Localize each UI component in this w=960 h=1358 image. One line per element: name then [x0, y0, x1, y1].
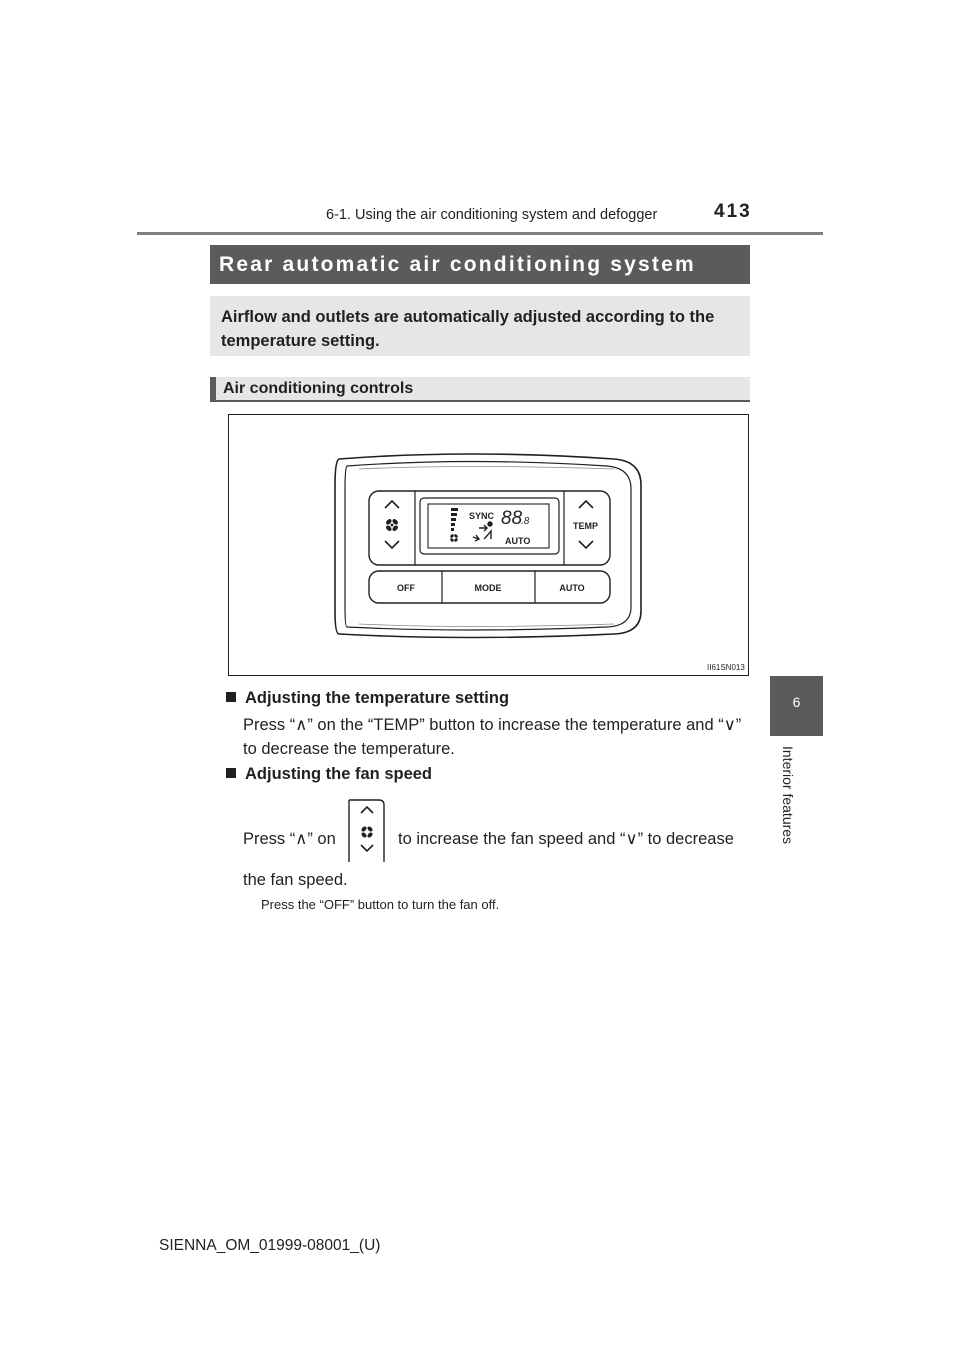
display-sync-label: SYNC [469, 511, 495, 521]
page-number: 413 [714, 201, 752, 222]
fan-speed-heading: Adjusting the fan speed [226, 765, 432, 784]
panel-top-line [359, 467, 614, 470]
figure-code: II61SN013 [707, 663, 745, 672]
fan-text-part1: Press “∧” on [243, 830, 336, 848]
fan-up-chevron [385, 501, 399, 508]
chapter-number: 6 [792, 694, 801, 710]
temperature-text-line2: to decrease the temperature. [243, 740, 455, 758]
display-temperature-decimal: .8 [521, 516, 530, 527]
fan-note: Press the “OFF” button to turn the fan off. [261, 897, 500, 912]
fan-button-drawing [346, 799, 386, 863]
display-temperature-digits: 88 [501, 508, 523, 529]
temperature-text-line1: Press “∧” on the “TEMP” button to increase the temperature and “∨” [243, 716, 742, 734]
fan-level-bars [451, 508, 458, 531]
fan-icon [385, 518, 399, 532]
summary-text: Airflow and outlets are automatically adjusted according to the temperature setting. [210, 296, 750, 356]
header-rule [137, 232, 823, 235]
control-panel-drawing [229, 415, 748, 675]
temp-down-chevron [579, 541, 593, 548]
temperature-heading: Adjusting the temperature setting [226, 689, 509, 708]
panel-outer-bezel [335, 454, 641, 638]
footer-code: SIENNA_OM_01999-08001_(U) [159, 1237, 381, 1254]
chapter-label: Interior features [780, 746, 796, 845]
display-auto-label: AUTO [505, 536, 531, 546]
off-button-label: OFF [397, 583, 415, 593]
airflow-mode-icon [473, 522, 492, 541]
control-panel-illustration [228, 414, 749, 676]
panel-bottom-line [359, 624, 614, 627]
mode-button-label: MODE [474, 583, 502, 593]
square-bullet-icon [226, 692, 236, 702]
temp-up-chevron [579, 501, 593, 508]
fan-up-chevron [361, 807, 373, 813]
subheading: Air conditioning controls [210, 377, 750, 402]
display-fan-icon [450, 534, 459, 543]
auto-button-label: AUTO [559, 583, 585, 593]
page-title: Rear automatic air conditioning system [210, 245, 750, 284]
section-header: 6-1. Using the air conditioning system and defogger [326, 207, 658, 223]
fan-text-part2: to increase the fan speed and “∨” to decrease [398, 830, 734, 848]
square-bullet-icon [226, 768, 236, 778]
fan-down-chevron [385, 541, 399, 548]
fan-button-inline-illustration [346, 799, 386, 863]
fan-text-line2: the fan speed. [243, 871, 348, 889]
fan-down-chevron [361, 845, 373, 851]
temp-label: TEMP [573, 521, 599, 531]
fan-icon [360, 825, 373, 838]
